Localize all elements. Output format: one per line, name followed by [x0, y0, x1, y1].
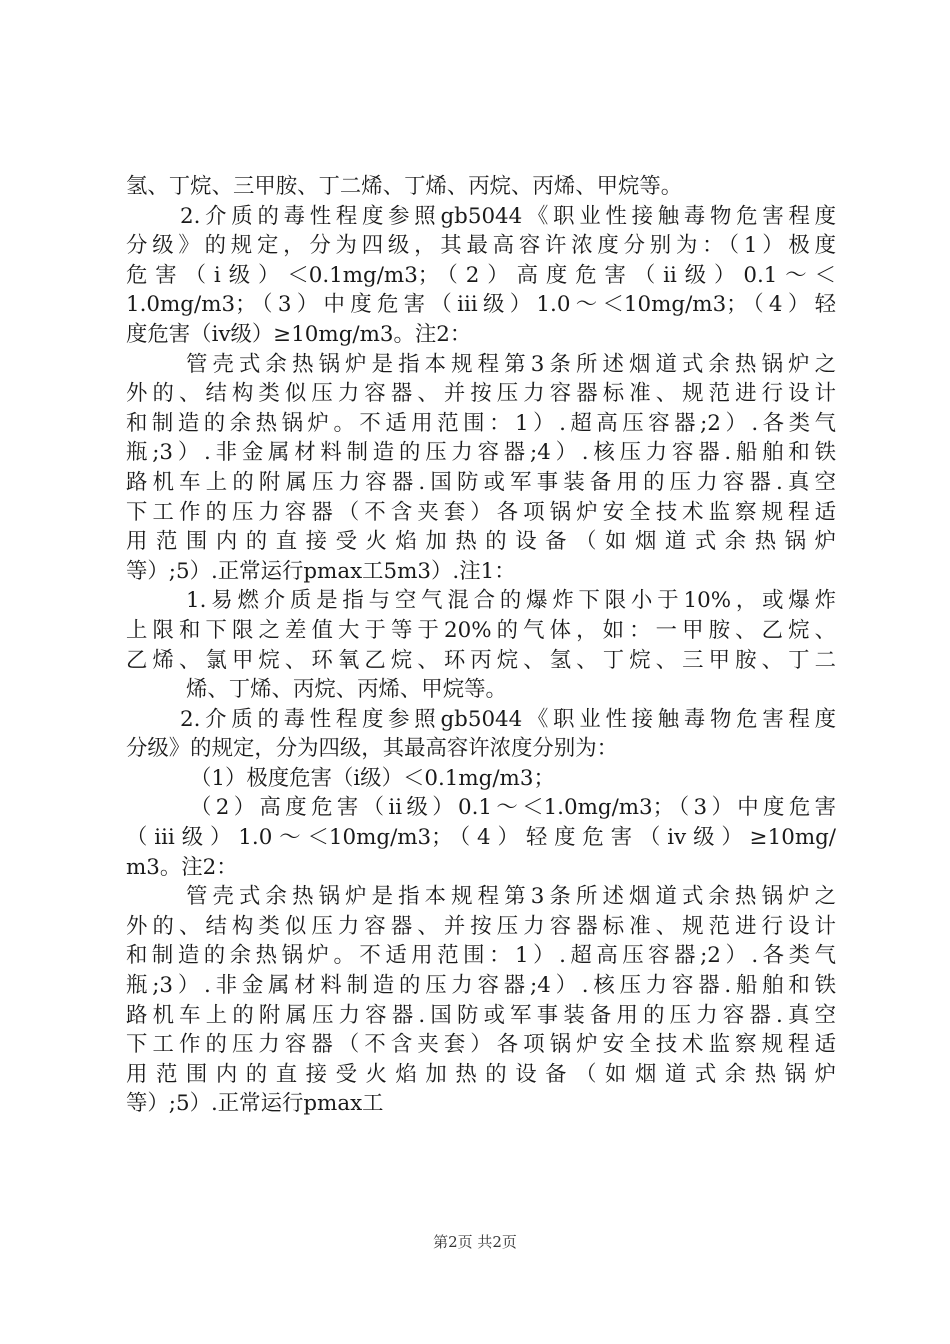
text-line: 路机车上的附属压力容器.国防或军事装备用的压力容器.真空 [126, 1002, 836, 1028]
text-line: 分级》的规定，分为四级，其最高容许浓度分别为： [126, 736, 618, 762]
text-line: （2）高度危害（ⅱ级）0.1～＜1.0mg/m3；（3）中度危害 [190, 795, 836, 821]
text-line: 等）;5）.正常运行pmax工5m3）.注1： [126, 558, 516, 584]
text-line: （ⅲ级）1.0～＜10mg/m3；（4）轻度危害（ⅳ级）≥10mg/ [126, 825, 836, 851]
text-line: 1.易燃介质是指与空气混合的爆炸下限小于10%，或爆炸 [186, 588, 836, 614]
text-line: 路机车上的附属压力容器.国防或军事装备用的压力容器.真空 [126, 469, 836, 495]
text-line: 用范围内的直接受火焰加热的设备（如烟道式余热锅炉 [126, 1061, 836, 1087]
text-line: 1.0mg/m3；（3）中度危害（ⅲ级）1.0～＜10mg/m3；（4）轻 [126, 292, 836, 318]
text-line: 下工作的压力容器（不含夹套）各项锅炉安全技术监察规程适 [126, 499, 836, 525]
text-line: 分级》的规定，分为四级，其最高容许浓度分别为：（1）极度 [126, 233, 836, 259]
text-line: 危害（ⅰ级）＜0.1mg/m3；（2）高度危害（ⅱ级）0.1～＜ [126, 262, 836, 288]
text-line: 度危害（ⅳ级）≥10mg/m3。注2： [126, 321, 472, 347]
text-line: 乙烯、氯甲烷、环氧乙烷、环丙烷、氢、丁烷、三甲胺、丁二 [126, 647, 836, 673]
text-line: 2.介质的毒性程度参照gb5044《职业性接触毒物危害程度 [180, 203, 836, 229]
text-line: 外的、结构类似压力容器、并按压力容器标准、规范进行设计 [126, 381, 836, 407]
body-text [126, 172, 836, 1119]
text-line: 瓶;3）.非金属材料制造的压力容器;4）.核压力容器.船舶和铁 [126, 440, 836, 466]
text-line: 用范围内的直接受火焰加热的设备（如烟道式余热锅炉 [126, 529, 836, 555]
text-line: 和制造的余热锅炉。不适用范围：1）.超高压容器;2）.各类气 [126, 410, 836, 436]
text-line: 下工作的压力容器（不含夹套）各项锅炉安全技术监察规程适 [126, 1032, 836, 1058]
text-line: m3。注2： [126, 854, 238, 880]
text-line: 外的、结构类似压力容器、并按压力容器标准、规范进行设计 [126, 913, 836, 939]
text-line: 烯、丁烯、丙烷、丙烯、甲烷等。 [186, 677, 507, 703]
text-line: 上限和下限之差值大于等于20%的气体，如：一甲胺、乙烷、 [126, 617, 836, 643]
page-footer: 第2页 共2页 [433, 1233, 517, 1251]
text-line: 瓶;3）.非金属材料制造的压力容器;4）.核压力容器.船舶和铁 [126, 973, 836, 999]
text-line: 等）;5）.正常运行pmax工 [126, 1091, 384, 1117]
text-line: 氢、丁烷、三甲胺、丁二烯、丁烯、丙烷、丙烯、甲烷等。 [126, 174, 683, 199]
text-line: 管壳式余热锅炉是指本规程第3条所述烟道式余热锅炉之 [186, 884, 836, 910]
text-line: （1）极度危害（ⅰ级）＜0.1mg/m3； [190, 765, 555, 791]
text-line: 管壳式余热锅炉是指本规程第3条所述烟道式余热锅炉之 [186, 351, 836, 377]
text-line: 和制造的余热锅炉。不适用范围：1）.超高压容器;2）.各类气 [126, 943, 836, 969]
text-line: 2.介质的毒性程度参照gb5044《职业性接触毒物危害程度 [180, 706, 836, 732]
